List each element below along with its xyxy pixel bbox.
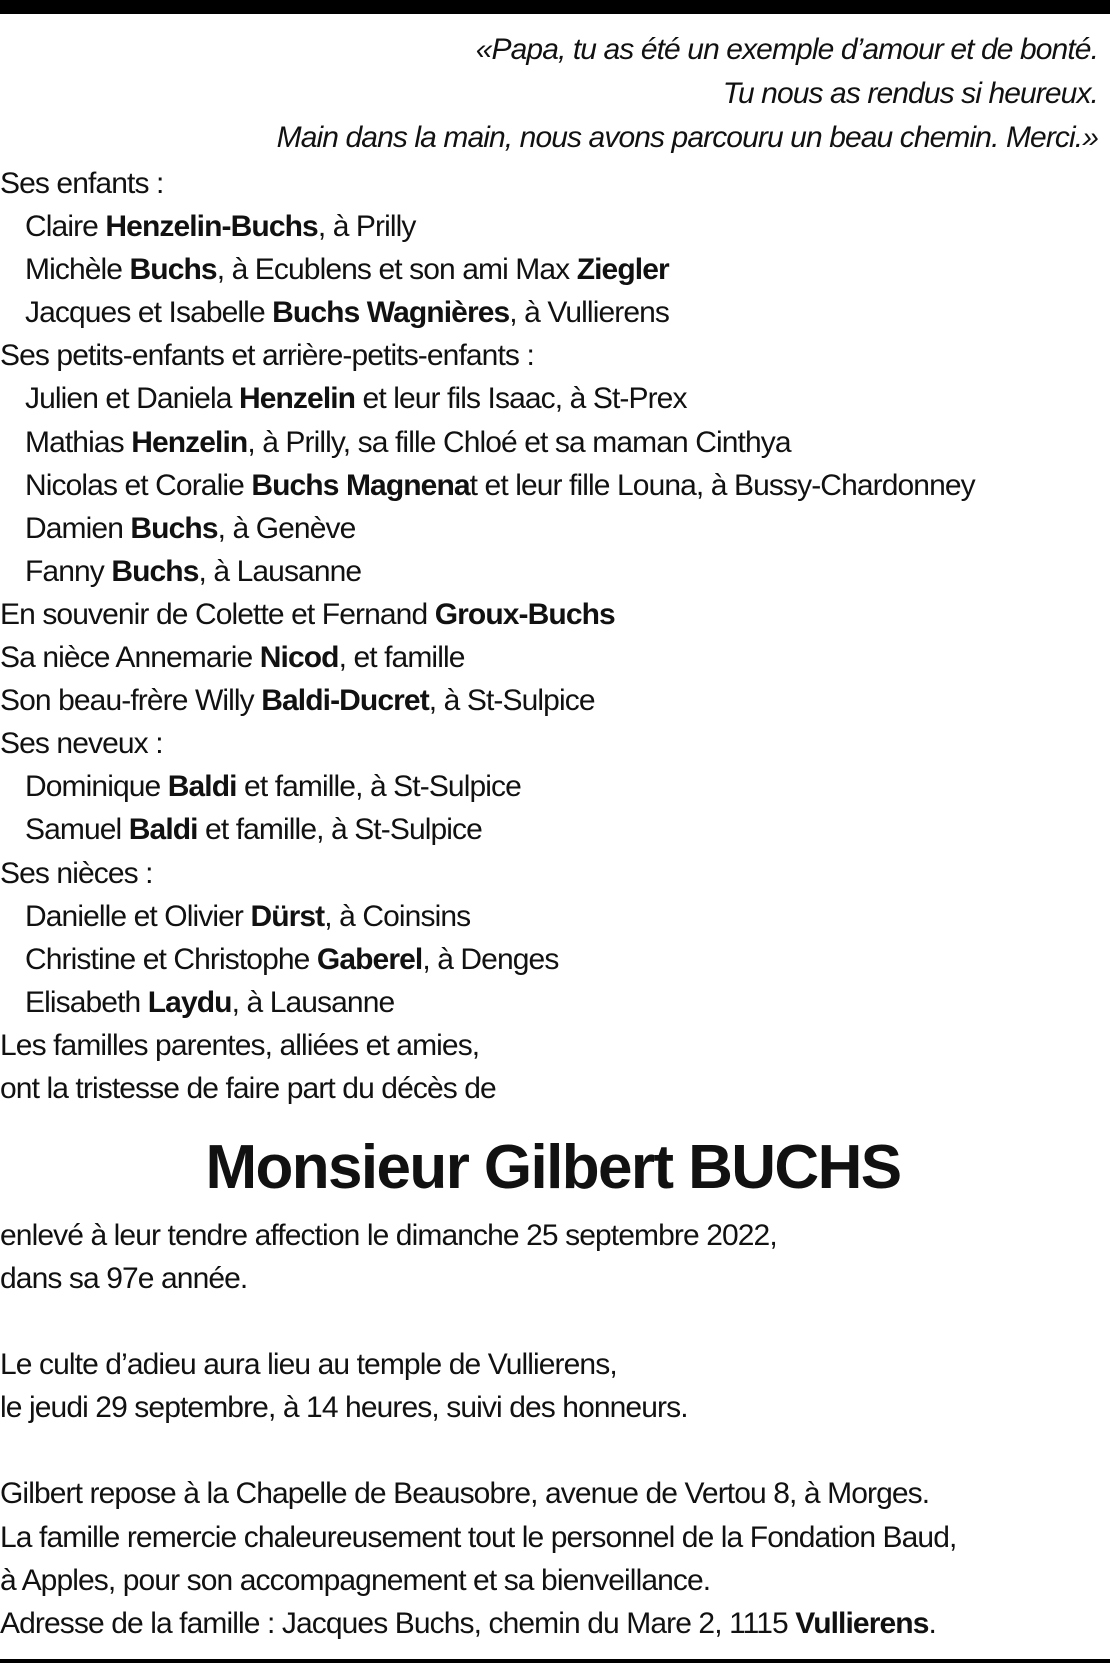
family-line: [0, 377, 1106, 420]
family-text: Sa nièce Annemarie: [0, 641, 260, 675]
paragraph-gap: [0, 1300, 1106, 1343]
family-text: Ses petits-enfants et arrière-petits-enfants :: [0, 339, 534, 373]
family-text: , et famille: [338, 641, 465, 675]
quote-line: Main dans la main, nous avons parcouru un beau chemin. Merci.»: [276, 121, 1098, 154]
family-surname: Buchs Wagnières: [272, 296, 510, 330]
family-text: Ses neveux :: [0, 727, 163, 761]
family-text: Son beau-frère Willy: [0, 684, 262, 718]
family-text: , à Denges: [422, 942, 559, 976]
family-surname: Laydu: [147, 985, 232, 1019]
family-line: [0, 291, 1106, 334]
family-surname: Baldi-Ducret: [261, 684, 429, 718]
family-surname: Buchs: [129, 253, 217, 287]
closing-line: à Apples, pour son accompagnement et sa bienveillance.: [0, 1563, 711, 1597]
family-surname: Groux-Buchs: [434, 597, 615, 631]
death-line: dans sa 97e année.: [0, 1262, 248, 1296]
family-list: [0, 162, 1106, 1110]
family-surname: Henzelin: [131, 425, 248, 459]
family-text: Ses enfants :: [0, 167, 164, 200]
family-address: [0, 1602, 1106, 1645]
closing-line: La famille remercie chaleureusement tout le personnel de la Fondation Baud,: [0, 1520, 957, 1554]
family-line: [0, 464, 1106, 507]
closing-line: Gilbert repose à la Chapelle de Beausobre, avenue de Vertou 8, à Morges.: [0, 1477, 930, 1511]
paragraph-gap: [0, 1429, 1106, 1472]
bottom-border-rule: [0, 1659, 1110, 1663]
family-text: , à Vullierens: [509, 296, 670, 330]
family-line: [0, 334, 1106, 377]
family-line: [0, 765, 1106, 808]
family-surname: Henzelin: [238, 382, 356, 416]
address-suffix: .: [928, 1606, 936, 1640]
family-surname: Buchs: [130, 511, 218, 545]
family-surname: Gaberel: [316, 942, 423, 976]
family-text: , à Ecublens et son ami Max: [216, 253, 577, 287]
family-surname: Buchs: [111, 554, 199, 588]
family-line: [0, 1067, 1106, 1110]
family-line: [0, 722, 1106, 765]
quote-line: Tu nous as rendus si heureux.: [722, 77, 1098, 110]
death-line: enlevé à leur tendre affection le dimanche 25 septembre 2022,: [0, 1219, 777, 1253]
family-text: Nicolas et Coralie: [25, 468, 252, 502]
family-text: et famille, à St-Sulpice: [236, 770, 521, 804]
family-surname: Nicod: [259, 641, 339, 675]
family-text: Mathias: [25, 425, 132, 459]
family-line: [0, 162, 1106, 205]
family-text: Damien: [25, 511, 131, 545]
family-surname: Dürst: [250, 899, 325, 933]
quote-line: «Papa, tu as été un exemple d’amour et de bonté.: [475, 33, 1098, 66]
family-text: , à Prilly: [317, 210, 416, 244]
family-text: , à Prilly, sa fille Chloé et sa maman Cinthya: [247, 425, 791, 459]
family-surname: Baldi: [128, 813, 198, 847]
family-text: t et leur fille Louna, à Bussy-Chardonney: [469, 468, 975, 502]
epigraph-quote: [0, 28, 1106, 160]
address-city: Vullierens: [795, 1606, 929, 1640]
family-line: [0, 636, 1106, 679]
family-text: ont la tristesse de faire part du décès de: [0, 1071, 496, 1105]
family-line: [0, 593, 1106, 636]
obituary-notice: [0, 28, 1106, 1645]
family-text: Christine et Christophe: [25, 942, 317, 976]
family-text: , à Lausanne: [231, 985, 395, 1019]
family-line: [0, 421, 1106, 464]
family-text: et famille, à St-Sulpice: [197, 813, 482, 847]
family-text: Dominique: [25, 770, 168, 804]
family-surname: Ziegler: [576, 253, 669, 287]
family-text: , à St-Sulpice: [428, 684, 595, 718]
family-text: Ses nièces :: [0, 856, 153, 890]
family-text: Jacques et Isabelle: [25, 296, 273, 330]
family-text: , à Lausanne: [198, 554, 362, 588]
family-line: [0, 852, 1106, 895]
family-text: , à Genève: [217, 511, 356, 545]
family-line: [0, 981, 1106, 1024]
family-text: , à Coinsins: [324, 899, 471, 933]
family-line: [0, 205, 1106, 248]
family-line: [0, 1024, 1106, 1067]
address-text: Adresse de la famille : Jacques Buchs, chemin du Mare 2, 1115: [0, 1606, 796, 1640]
family-line: [0, 248, 1106, 291]
family-text: Michèle: [25, 253, 130, 287]
family-text: Claire: [25, 210, 106, 244]
family-text: Danielle et Olivier: [25, 899, 251, 933]
family-text: En souvenir de Colette et Fernand: [0, 597, 435, 631]
ceremony-line: Le culte d’adieu aura lieu au temple de Vullierens,: [0, 1348, 617, 1382]
family-text: Samuel: [25, 813, 129, 847]
family-text: Elisabeth: [25, 985, 148, 1019]
family-line: [0, 938, 1106, 981]
family-surname: Henzelin-Buchs: [105, 210, 318, 244]
family-line: [0, 895, 1106, 938]
family-text: et leur fils Isaac, à St-Prex: [355, 382, 687, 416]
family-text: Fanny: [25, 554, 112, 588]
family-line: [0, 679, 1106, 722]
family-line: [0, 808, 1106, 851]
family-line: [0, 507, 1106, 550]
family-text: Les familles parentes, alliées et amies,: [0, 1028, 480, 1062]
family-line: [0, 550, 1106, 593]
family-text: Julien et Daniela: [25, 382, 239, 416]
family-surname: Baldi: [167, 770, 237, 804]
deceased-name: Monsieur Gilbert BUCHS: [205, 1133, 901, 1203]
ceremony-line: le jeudi 29 septembre, à 14 heures, suivi des honneurs.: [0, 1391, 688, 1425]
top-border-rule: [0, 0, 1110, 14]
family-surname: Buchs Magnena: [251, 468, 470, 502]
